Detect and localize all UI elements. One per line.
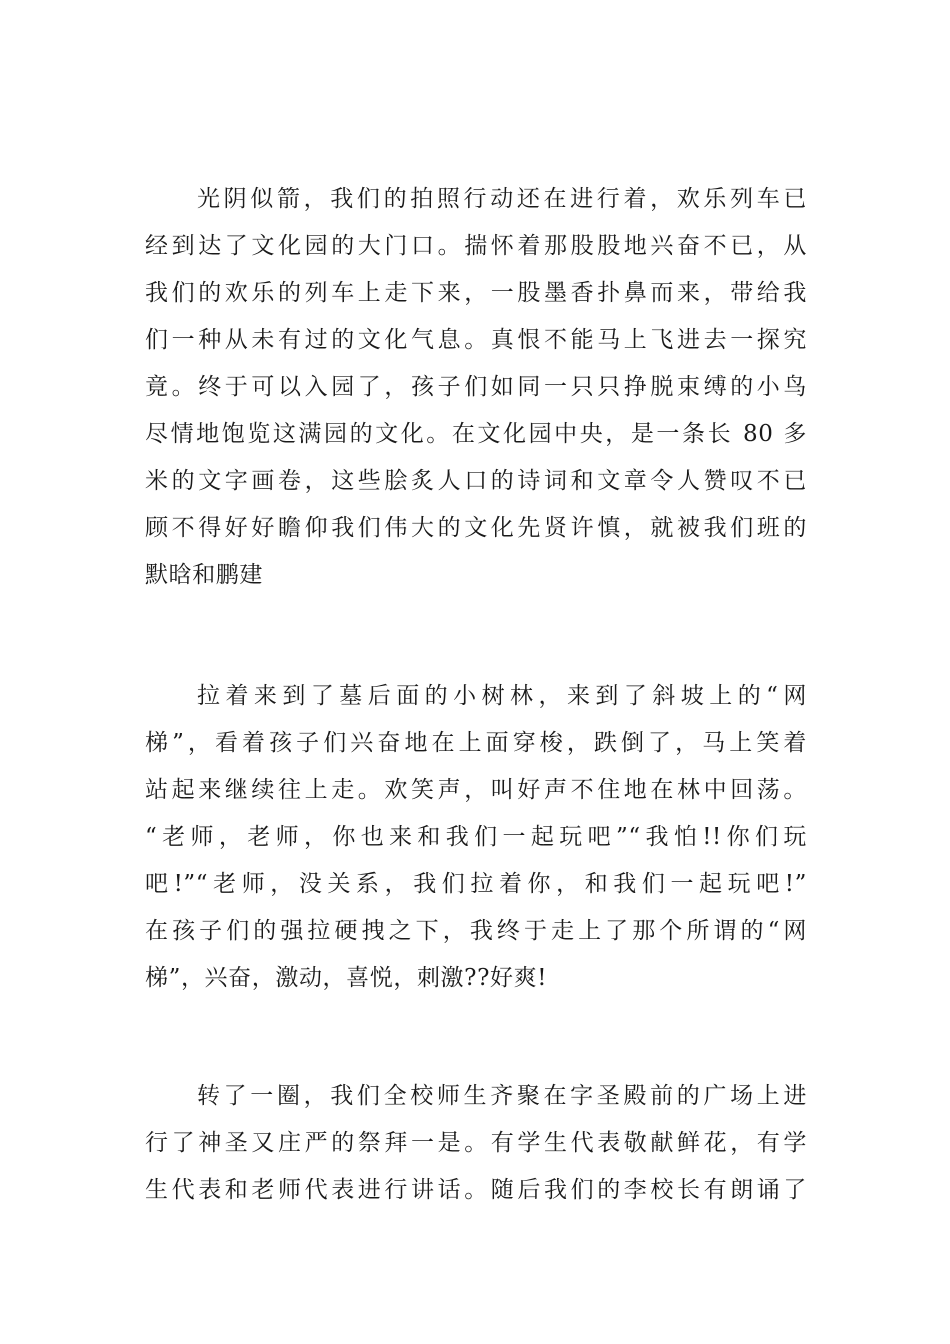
paragraph-1 (145, 176, 807, 599)
paragraph-line: 默晗和鹏建 (145, 562, 263, 588)
paragraph-line: 光阴似箭，我们的拍照行动还在进行着，欢乐列车已 (197, 186, 807, 212)
paragraph-line: 经到达了文化园的大门口。揣怀着那股股地兴奋不已，从 (145, 233, 807, 259)
paragraph-line: 米的文字画卷，这些脍炙人口的诗词和文章令人赞叹不已 (145, 468, 807, 494)
paragraph-line: 顾不得好好瞻仰我们伟大的文化先贤许慎，就被我们班的 (145, 515, 807, 541)
paragraph-line: 行了神圣又庄严的祭拜一是。有学生代表敬献鲜花，有学 (145, 1130, 807, 1156)
paragraph-line: 我们的欢乐的列车上走下来，一股墨香扑鼻而来，带给我 (145, 280, 807, 306)
paragraph-3 (145, 1073, 807, 1214)
paragraph-line: 梯”，看着孩子们兴奋地在上面穿梭，跌倒了，马上笑着 (145, 730, 807, 756)
paragraph-line: 站起来继续往上走。欢笑声，叫好声不住地在林中回荡。 (145, 777, 807, 803)
paragraph-line: 生代表和老师代表进行讲话。随后我们的李校长有朗诵了 (145, 1177, 807, 1203)
paragraph-line: 转了一圈，我们全校师生齐聚在字圣殿前的广场上进 (197, 1083, 807, 1109)
paragraph-line: 竟。终于可以入园了，孩子们如同一只只挣脱束缚的小鸟 (145, 374, 807, 400)
paragraph-2 (145, 673, 807, 1002)
paragraph-line: “老师，老师，你也来和我们一起玩吧”“我怕!!你们玩 (145, 824, 807, 850)
paragraph-line: 吧!”“老师，没关系，我们拉着你，和我们一起玩吧!” (145, 871, 807, 897)
paragraph-line: 在孩子们的强拉硬拽之下，我终于走上了那个所谓的“网 (145, 918, 807, 944)
paragraph-line: 梯”，兴奋，激动，喜悦，刺激??好爽! (145, 965, 548, 991)
paragraph-line: 尽情地饱览这满园的文化。在文化园中央，是一条长 80 多 (145, 421, 807, 447)
paragraph-line: 们一种从未有过的文化气息。真恨不能马上飞进去一探究 (145, 327, 807, 353)
paragraph-line: 拉着来到了墓后面的小树林，来到了斜坡上的“网 (197, 683, 807, 709)
